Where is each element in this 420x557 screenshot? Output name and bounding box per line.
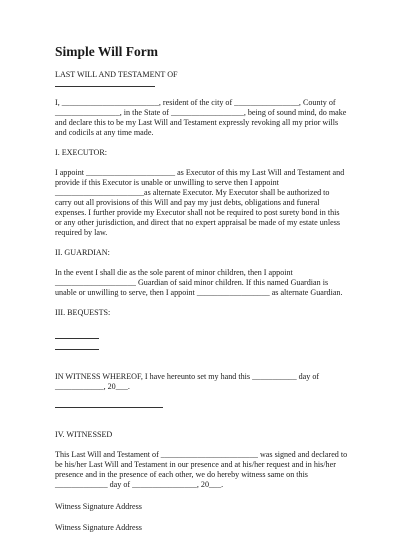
executor-line: required by law. (55, 228, 108, 237)
will-form-page (55, 44, 390, 533)
executor-line: or any other jurisdiction, and direct that no expert appraisal be made of my estate unless (55, 218, 340, 227)
executor-line: carry out all provisions of this Will and pay my just debts, obligations and funeral (55, 198, 320, 207)
witness-whereof-paragraph (55, 372, 390, 392)
bequest-line (55, 349, 99, 350)
witnessed-line: presence and in the presence of each other, we do hereby witness same on this (55, 470, 308, 479)
executor-line: I appoint ______________________ as Executor of this my Last Will and Testament and (55, 168, 345, 177)
testator-signature-line (55, 407, 163, 408)
executor-paragraph (55, 168, 390, 238)
witnessed-line: _____________ day of ________________, 20___. (55, 480, 224, 489)
intro-line: ________________, in the State of __________________, being of sound mind, do make (55, 108, 347, 117)
guardian-heading: II. GUARDIAN: (55, 248, 110, 257)
intro-line: and declare this to be my Last Will and Testament expressly revoking all my prior wills (55, 118, 339, 127)
witness-whereof-line: ____________, 20___. (55, 382, 130, 391)
bequests-heading: III. BEQUESTS: (55, 308, 111, 317)
document-subtitle: LAST WILL AND TESTAMENT OF (55, 70, 178, 79)
guardian-line: ____________________ Guardian of said minor children. If this named Guardian is (55, 278, 329, 287)
executor-heading: I. EXECUTOR: (55, 148, 108, 157)
guardian-line: unable or unwilling to serve, then I appoint __________________ as alternate Guardian. (55, 288, 343, 297)
witness-whereof-line: IN WITNESS WHEREOF, I have hereunto set my hand this ___________ day of (55, 372, 320, 381)
witness-signature-label: Witness Signature Address (55, 523, 142, 532)
document-title: Simple Will Form (55, 44, 159, 59)
witness-signature-label: Witness Signature Address (55, 502, 142, 511)
witnessed-heading: IV. WITNESSED (55, 430, 113, 439)
bequest-lines (55, 338, 390, 350)
guardian-paragraph (55, 268, 390, 298)
intro-line: I, ________________________, resident of the city of ________________, County of (55, 98, 336, 107)
executor-line: provide if this Executor is unable or unwilling to serve then I appoint (55, 178, 279, 187)
witnessed-paragraph (55, 450, 390, 490)
testator-name-line (55, 86, 155, 87)
witnessed-line: This Last Will and Testament of ________________________ was signed and declared to (55, 450, 348, 459)
witnessed-line: be his/her Last Will and Testament in our presence and at his/her request and in his/her (55, 460, 336, 469)
intro-line: and codicils at any time made. (55, 128, 154, 137)
bequest-line (55, 338, 99, 339)
executor-line: expenses. I further provide my Executor shall not be required to post surety bond in this (55, 208, 340, 217)
executor-line: ______________________as alternate Executor. My Executor shall be authorized to (55, 188, 330, 197)
intro-paragraph (55, 98, 390, 138)
guardian-line: In the event I shall die as the sole parent of minor children, then I appoint (55, 268, 293, 277)
